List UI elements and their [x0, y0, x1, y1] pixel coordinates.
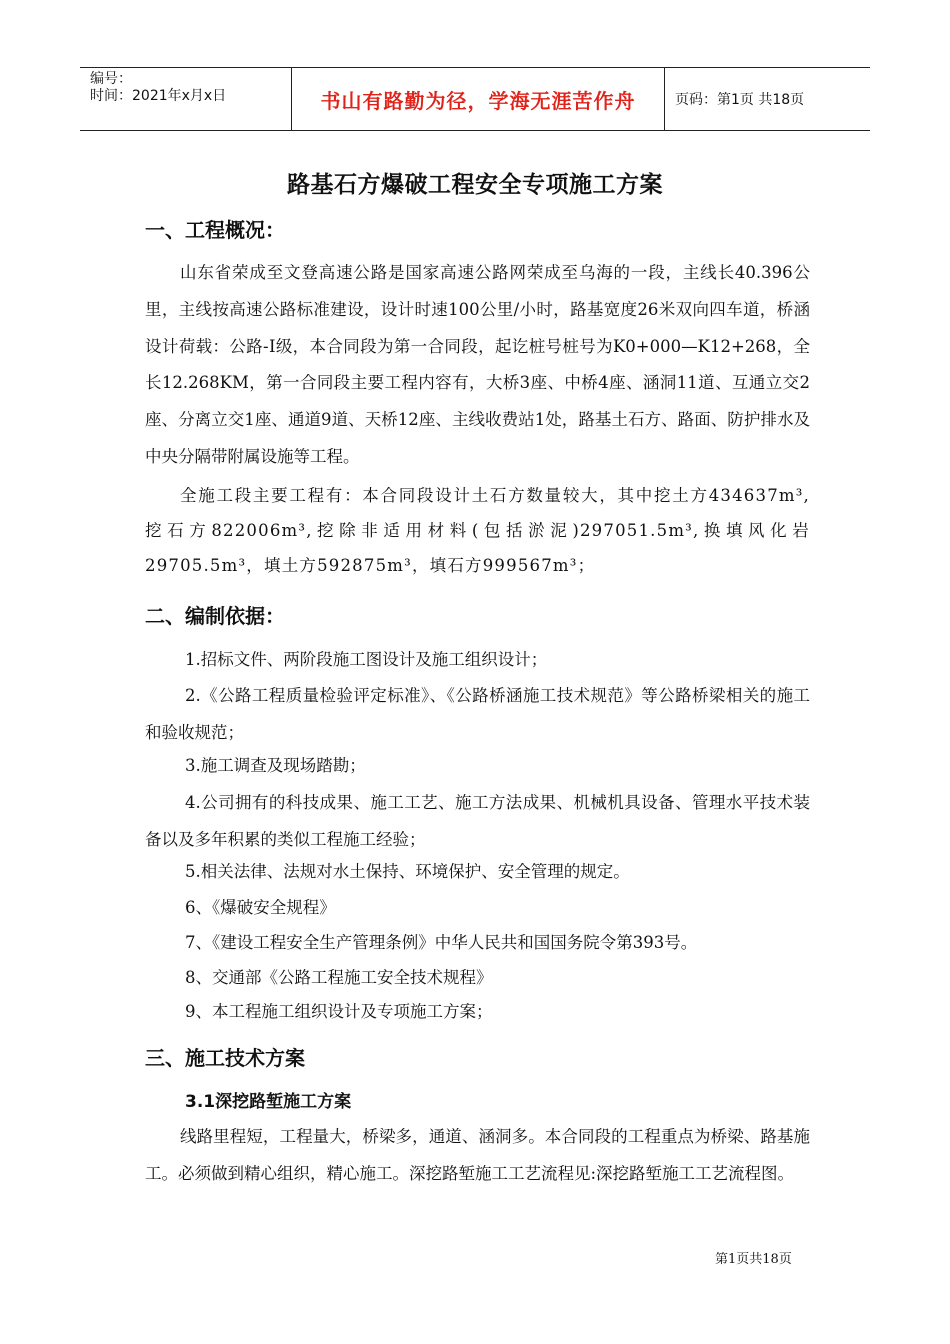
header-page-info: 页码：第1页 共18页 [675, 92, 805, 108]
deep-cut-paragraph: 线路里程短，工程量大，桥梁多，通道、涵洞多。本合同段的工程重点为桥梁、路基施工。必须做到精心组织，精心施工。深挖路堑施工工艺流程见:深挖路堑施工工艺流程图。 [145, 1127, 810, 1183]
basis-item-5: 5.相关法律、法规对水土保持、环境保护、安全管理的规定。 [185, 862, 630, 881]
doc-time-label: 时间：2021年x月x日 [90, 88, 227, 104]
doc-number-label: 编号： [90, 71, 132, 87]
page-footer: 第1页共18页 [715, 1252, 792, 1267]
section-heading-tech-plan: 三、施工技术方案 [145, 1046, 305, 1070]
basis-item-2: 2.《公路工程质量检验评定标准》、《公路桥涵施工技术规范》等公路桥梁相关的施工和验收规范； [145, 686, 810, 742]
basis-item-8: 8、交通部《公路工程施工安全技术规程》 [185, 968, 493, 987]
subsection-heading-deep-cut: 3.1深挖路堑施工方案 [185, 1092, 352, 1112]
basis-item-4: 4.公司拥有的科技成果、施工工艺、施工方法成果、机械机具设备、管理水平技术装备以及多年积累的类似工程施工经验； [145, 793, 810, 849]
overview-paragraph-1: 山东省荣成至文登高速公路是国家高速公路网荣成至乌海的一段，主线长40.396公里，主线按高速公路标准建设，设计时速100公里/小时，路基宽度26米双向四车道，桥涵设计荷载：公路-Ⅰ级，本合同段为第一合同段，起讫桩号桩号为K0+000—K12+268，全长12.268KM，第一合同段主要工程内容有，大桥3座、中桥4座、涵洞11道、互通立交2座、分离立交1座、通道9道、天桥12座、主线收费站1处，路基土石方、路面、防护排水及中央分隔带附属设施等工程。 [145, 263, 810, 466]
basis-item-1: 1.招标文件、两阶段施工图设计及施工组织设计； [185, 650, 548, 669]
basis-item-9: 9、本工程施工组织设计及专项施工方案； [185, 1002, 493, 1021]
document-title: 路基石方爆破工程安全专项施工方案 [287, 172, 663, 198]
header-motto: 书山有路勤为径，学海无涯苦作舟 [292, 68, 665, 130]
section-heading-basis: 二、编制依据： [145, 604, 285, 628]
basis-item-3: 3.施工调查及现场踏勘； [185, 756, 366, 775]
overview-paragraph-2: 全施工段主要工程有：本合同段设计土石方数量较大，其中挖土方434637m³,挖石方822006m³,挖除非适用材料(包括淤泥)297051.5m³,换填风化岩29705.5m³，填土方592875m³，填石方999567m³； [145, 486, 810, 575]
header-meta-cell [80, 68, 292, 130]
basis-item-7: 7、《建设工程安全生产管理条例》中华人民共和国国务院令第393号。 [185, 933, 698, 952]
basis-item-6: 6、《爆破安全规程》 [185, 898, 336, 917]
section-heading-overview: 一、工程概况： [145, 218, 285, 242]
page-header-table [80, 67, 870, 131]
